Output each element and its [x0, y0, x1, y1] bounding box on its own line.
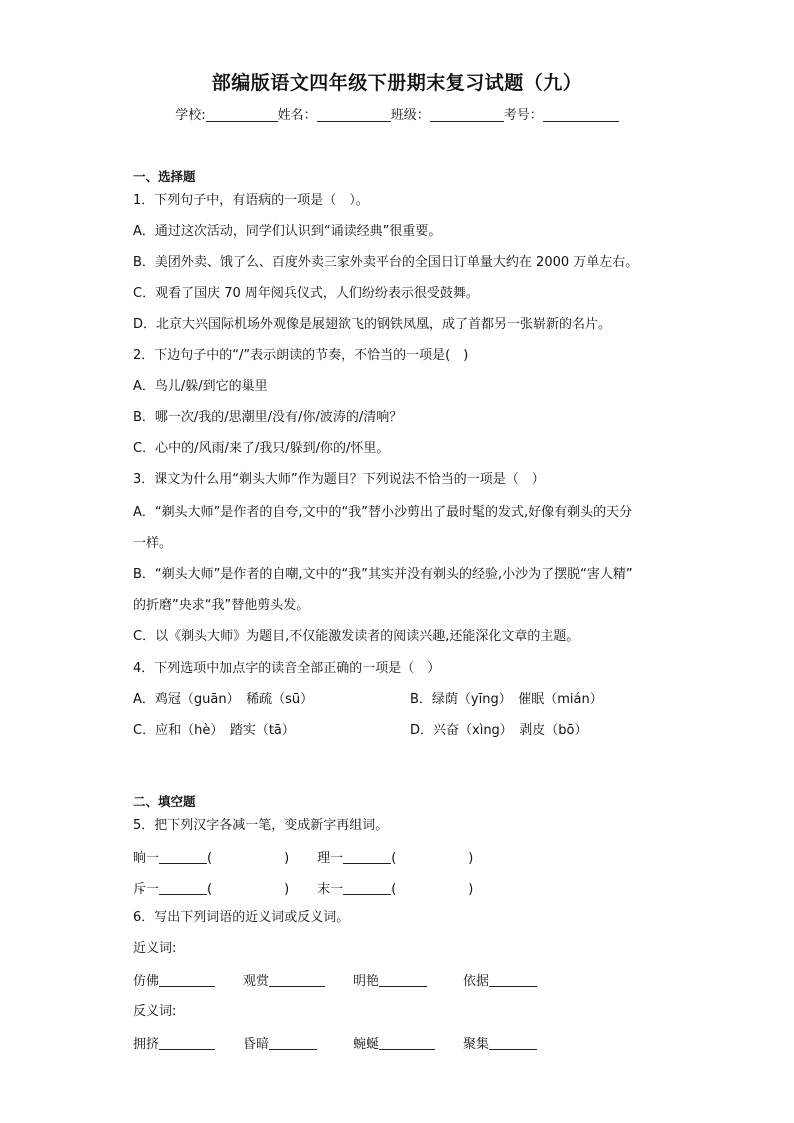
- school-label: 学校:: [175, 108, 206, 123]
- section-heading-fill: 二、填空题: [133, 794, 196, 809]
- word-item: 观赏: [243, 974, 270, 989]
- answer-blank[interactable]: [343, 849, 391, 864]
- question-3-option-a-line1: A．“剃头大师”是作者的自夸,文中的“我”替小沙剪出了最时髦的发式,好像有剃头的天分: [133, 505, 633, 520]
- question-5-stem: 5．把下列汉字各减一笔，变成新字再组词。: [133, 818, 389, 833]
- synonym-row: [133, 972, 537, 990]
- word-item: 明艳: [353, 974, 380, 989]
- answer-blank[interactable]: [379, 972, 427, 987]
- answer-blank[interactable]: [269, 972, 325, 987]
- page-title: 部编版语文四年级下册期末复习试题（九）: [211, 72, 583, 94]
- school-blank[interactable]: [206, 107, 278, 122]
- word-item: 依据: [463, 974, 490, 989]
- question-3-stem: 3．课文为什么用“剃头大师”作为题目？下列说法不恰当的一项是（ ）: [133, 472, 545, 487]
- word-item: 昏暗: [243, 1037, 270, 1052]
- question-4-option-c: C．应和（hè） 踏实（tā）: [133, 723, 295, 738]
- word-item: 拥挤: [133, 1037, 160, 1052]
- antonym-row: [133, 1035, 537, 1053]
- section-heading-choice: 一、选择题: [133, 169, 196, 184]
- name-label: 姓名：: [277, 108, 317, 123]
- exam-no-label: 考号：: [503, 108, 543, 123]
- answer-blank[interactable]: [489, 1035, 537, 1050]
- question-1-option-c: C．观看了国庆 70 周年阅兵仪式，人们纷纷表示很受鼓舞。: [133, 286, 479, 301]
- question-3-option-c: C．以《剃头大师》为题目,不仅能激发读者的阅读兴趣,还能深化文章的主题。: [133, 629, 580, 644]
- char-item: 末一: [317, 882, 344, 897]
- word-item: 蜿蜒: [353, 1037, 380, 1052]
- class-blank[interactable]: [430, 107, 504, 122]
- question-4-option-d: D．兴奋（xìng） 剥皮（bō）: [410, 723, 588, 738]
- char-item: 晌一: [133, 851, 160, 866]
- question-3-option-b-line2: 的折磨”央求“我”替他剪头发。: [133, 598, 310, 613]
- question-3-option-b-line1: B．“剃头大师”是作者的自嘲,文中的“我”其实并没有剃头的经验,小沙为了摆脱“害人精”: [133, 567, 633, 582]
- question-2-option-b: B．哪一次/我的/思潮里/没有/你/波涛的/清响？: [133, 410, 403, 425]
- word-item: 仿佛: [133, 974, 160, 989]
- question-6-stem: 6．写出下列词语的近义词或反义词。: [133, 910, 350, 925]
- char-item: 斥一: [133, 882, 160, 897]
- question-3-option-a-line2: 一样。: [133, 536, 173, 551]
- question-2-option-a: A．鸟儿/躲/到它的巢里: [133, 379, 268, 394]
- answer-blank[interactable]: [159, 1035, 215, 1050]
- synonym-label: 近义词:: [133, 941, 177, 956]
- question-1-stem: 1．下列句子中，有语病的一项是（ ）。: [133, 193, 369, 208]
- question-4-option-b: B．绿荫（yīng） 催眠（mián）: [410, 692, 603, 707]
- question-1-option-a: A．通过这次活动，同学们认识到“诵读经典”很重要。: [133, 224, 442, 239]
- name-blank[interactable]: [317, 107, 391, 122]
- question-5-row-2: 斥一 ( ) 末一 ( ): [133, 882, 474, 897]
- student-info-line: [0, 104, 794, 123]
- antonym-label: 反义词:: [133, 1004, 177, 1019]
- answer-blank[interactable]: [489, 972, 537, 987]
- question-1-option-d: D．北京大兴国际机场外观像是展翅欲飞的钢铁凤凰，成了首都另一张崭新的名片。: [133, 317, 612, 332]
- question-4-stem: 4．下列选项中加点字的读音全部正确的一项是（ ）: [133, 661, 441, 676]
- question-5-row-1: 晌一 ( ) 理一 ( ): [133, 851, 474, 866]
- answer-blank[interactable]: [159, 849, 207, 864]
- exam-no-blank[interactable]: [543, 107, 619, 122]
- question-1-option-b: B．美团外卖、饿了么、百度外卖三家外卖平台的全国日订单量大约在 2000 万单左右。: [133, 255, 639, 270]
- answer-blank[interactable]: [159, 972, 215, 987]
- answer-blank[interactable]: [343, 880, 391, 895]
- question-2-stem: 2．下边句子中的“/”表示朗读的节奏，不恰当的一项是( ): [133, 348, 469, 363]
- question-4-option-a: A．鸡冠（guān） 稀疏（sū）: [133, 692, 314, 707]
- question-2-option-c: C．心中的/风雨/来了/我只/躲到/你的/怀里。: [133, 441, 390, 456]
- word-item: 聚集: [463, 1037, 490, 1052]
- answer-blank[interactable]: [269, 1035, 317, 1050]
- class-label: 班级：: [390, 108, 430, 123]
- answer-blank[interactable]: [159, 880, 207, 895]
- answer-blank[interactable]: [379, 1035, 435, 1050]
- char-item: 理一: [317, 851, 344, 866]
